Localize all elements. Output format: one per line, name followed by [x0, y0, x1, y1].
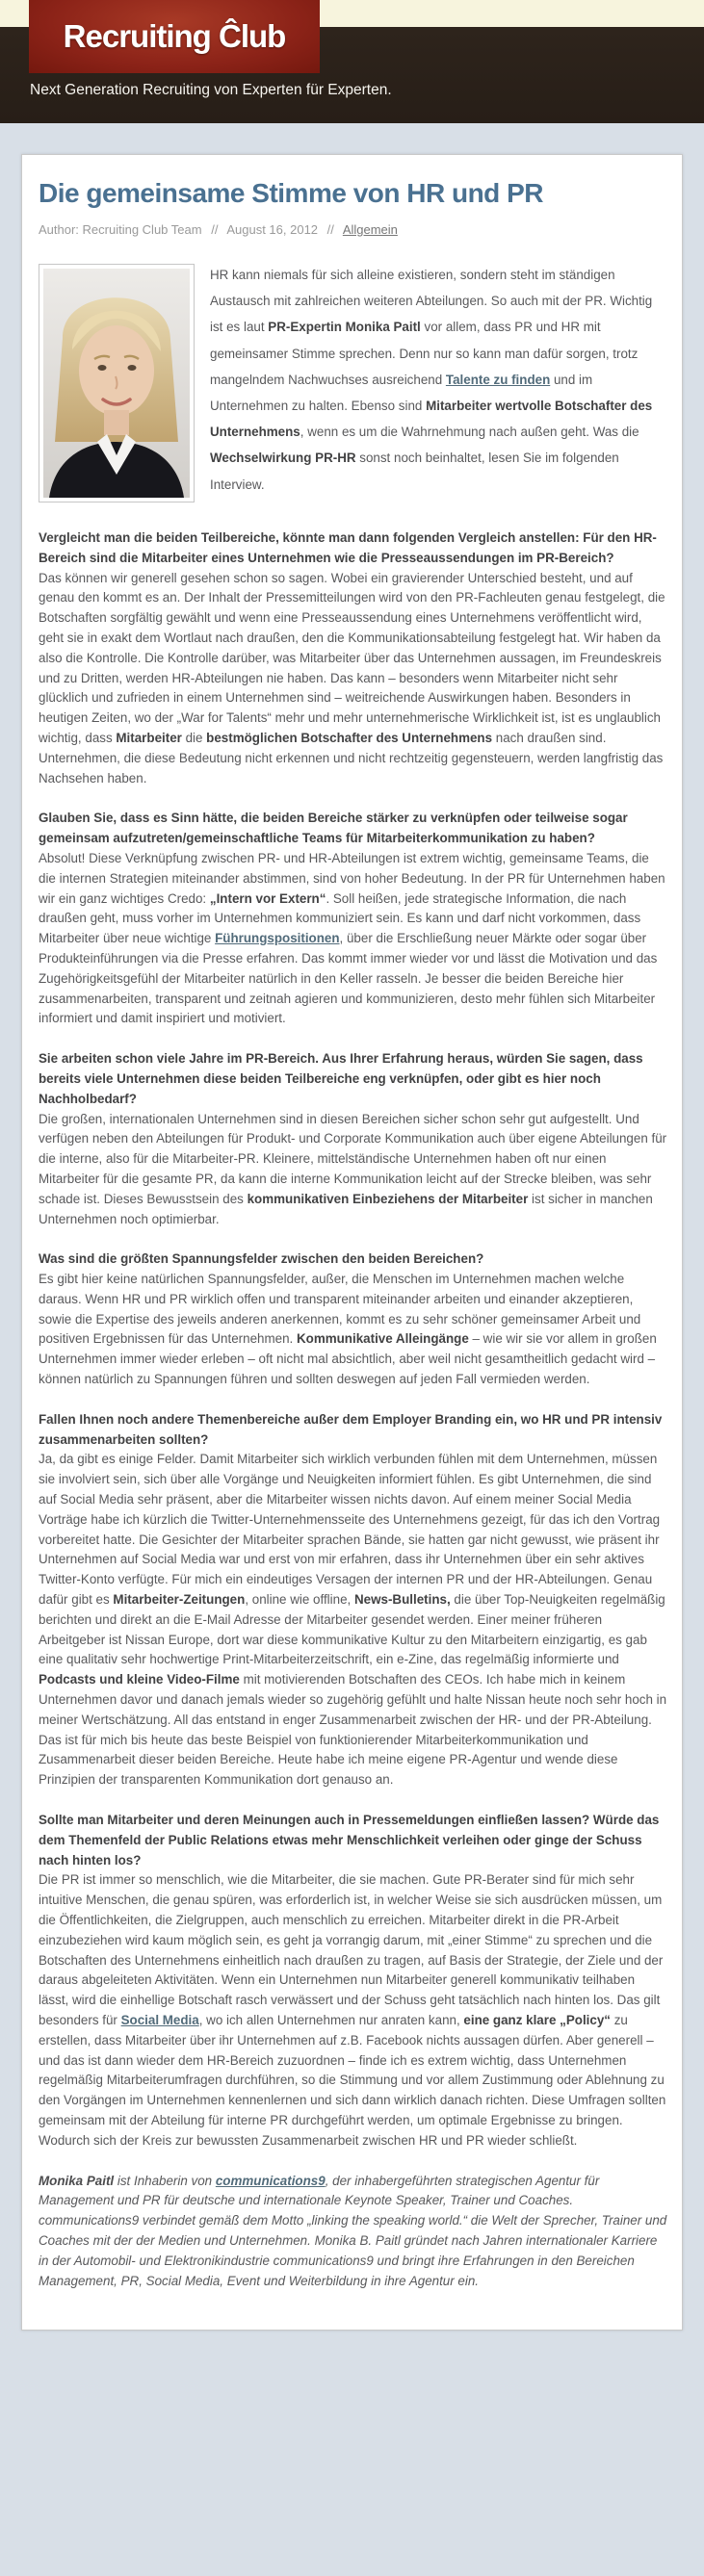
text-run: HR kann niemals für sich alleine existieren, sondern steht im ständigen Austausch mit zahlreichen weiteren Abteilungen. So auch mit der PR. Wichtig ist es laut [210, 268, 653, 335]
site-logo[interactable] [29, 0, 320, 73]
post-meta [39, 222, 668, 237]
category-link[interactable]: Allgemein [342, 222, 398, 237]
text-run: Fallen Ihnen noch andere Themenbereiche außer dem Employer Branding ein, wo HR und PR intensiv zusammenarbeiten sollten? [39, 1411, 663, 1447]
text-run: Sollte man Mitarbeiter und deren Meinungen auch in Pressemeldungen einfließen lassen? Würde das dem Themenfeld der Public Relations etwas mehr Menschlichkeit verleihen oder ginge der Schuss nach hinten los? [39, 1813, 660, 1868]
text-run: die über Top-Neuigkeiten regelmäßig berichten und direkt an die E-Mail Adresse der Mitarbeiter gesendet werden. Einer meiner früheren Arbeitgeber ist Nissan Europe, dort war diese kommunikative Kultur zu den Mitarbeitern einzigartig, es gab eine qualitativ sehr hochwertige Print-Mitarbeiterzeitschrift, ein e-Zine, das regelmäßig informierte und [39, 1592, 665, 1667]
interview-answer [39, 1450, 668, 1790]
interview-question [39, 528, 668, 569]
text-run: – wie wir sie vor allem in großen Unternehmen immer wieder erleben – oft nicht mal absichtlich, aber weil nicht gesamtheitlich gedacht wird – können natürlich zu Spannungen führen und sollten deswegen auf jeden Fall vermieden werden. [39, 1331, 657, 1387]
text-run: mit motivierenden Botschaften des CEOs. Ich habe mich in keinem Unternehmen davor und danach jemals wieder so zugehörig gefühlt und halte Nissan heute noch sehr hoch in meiner Wertschätzung. All das entstand in enger Zusammenarbeit zwischen der HR- und der PR-Abteilung. Das ist für mich bis heute das beste Beispiel von funktionierender Mitarbeiterkommunikation und Zusammenarbeit dieser beiden Bereiche. Heute habe ich meine eigene PR-Agentur und wende diese Prinzipien der transparenten Kommunikation dort genauso an. [39, 1672, 667, 1788]
inline-link[interactable]: Social Media [120, 2012, 199, 2027]
text-run: sonst noch beinhaltet, lesen Sie im folgenden Interview. [210, 451, 619, 492]
text-run: Ja, da gibt es einige Felder. Damit Mitarbeiter sich wirklich verbunden fühlen mit dem Unternehmen, müssen sie involviert sein, sich über alle Vorgänge und Neuigkeiten informiert fühlen. Es gibt Unternehmen, die sind auf Social Media sehr präsent, aber die Mitarbeiter wissen nichts davon. Auf einem meiner Social Media Vorträge habe ich kürzlich die Twitter-Unternehmensseite des Unternehmens gezeigt, für das ich den Vortrag vorbereitet hatte. Die Gesichter der Mitarbeiter sprachen Bände, sie hatten gar nicht gewusst, wie präsent ihr Unternehmen auf Social Media war und erst von mir erfahren, dass ihr Unternehmen über ein sehr aktives Twitter-Konto verfügte. Für mich ein eindeutiges Versagen der internen PR und der HR-Abteilungen. Genau dafür gibt es [39, 1452, 661, 1608]
bold-text: PR-Expertin Monika Paitl [268, 320, 421, 335]
interview-question [39, 1811, 668, 1870]
interview-answer [39, 849, 668, 1029]
bold-text: bestmöglichen Botschafter des Unternehmens [206, 730, 493, 745]
text-run: Das können wir generell gesehen schon so sagen. Wobei ein gravierender Unterschied besteht, und auf genau den kommt es an. Der Inhalt der Pressemitteilungen wird von den PR-Fachleuten genau festgelegt, die Botschaften sorgfältig gewählt und wenn eine Presseaussendung eines Unternehmens veröffentlicht wird, geht sie in exakt dem Wortlaut nach draußen, den die Kommunikationsabteilung festgelegt hat. Wir haben da also die Kontrolle. Die Kontrolle darüber, was Mitarbeiter über das Unternehmen aussagen, im Freundeskreis und zu Dritten, werden HR-Abteilungen nie haben. Das kann – besonders wenn Mitarbeiter nicht sehr glücklich und zufrieden in einem Unternehmen sind – weitreichende Auswirkungen haben. Besonders in heutigen Zeiten, wo der „War for Talents“ mehr und mehr unternehmerische Wirklichkeit ist, ist es unglaublich wichtig, dass [39, 570, 665, 745]
interview-question [39, 809, 668, 849]
text-run: ist sicher in manchen Unternehmen noch optimierbar. [39, 1191, 653, 1226]
text-run: ist Inhaberin von [114, 2173, 216, 2188]
site-tagline: Next Generation Recruiting von Experten für Experten. [30, 82, 392, 98]
interview-question [39, 1410, 668, 1451]
meta-date: August 16, 2012 [226, 222, 319, 237]
text-run: Sie arbeiten schon viele Jahre im PR-Bereich. Aus Ihrer Erfahrung heraus, würden Sie sagen, dass bereits viele Unternehmen diese beiden Teilbereiche eng verknüpfen, oder gibt es hier noch Nachholbedarf? [39, 1051, 643, 1106]
interview-question [39, 1249, 668, 1270]
bold-text: Kommunikative Alleingänge [296, 1331, 469, 1347]
interview-answer [39, 1110, 668, 1230]
page-title: Die gemeinsame Stimme von HR und PR [39, 178, 543, 208]
author-photo [39, 264, 195, 502]
text-run: die [181, 730, 207, 745]
bold-text: „Intern vor Extern“ [209, 890, 326, 906]
bold-text: kommunikativen Einbeziehens der Mitarbeiter [247, 1191, 529, 1206]
site-header [0, 18, 704, 123]
intro-section [39, 262, 668, 508]
text-run: , online wie offline, [245, 1592, 354, 1608]
portrait-image [43, 269, 190, 498]
bold-text: eine ganz klare „Policy“ [463, 2012, 611, 2027]
meta-author: Author: Recruiting Club Team [39, 222, 202, 237]
text-run: Die großen, internationalen Unternehmen sind in diesen Bereichen sicher schon sehr gut aufgestellt. Und verfügen neben den Abteilungen für Produkt- und Corporate Kommunikation auch über eigene Abteilungen für die interne, also für die Mitarbeiter-PR. Kleinere, mittelständische Unternehmen haben oft nur einen Mitarbeiter für die gesamte PR, da kann die interne Kommunikation leicht auf der Strecke bleiben, was sehr schade ist. Dieses Bewusstsein des [39, 1111, 667, 1206]
text-run: und im Unternehmen zu halten. Ebenso sind [210, 372, 593, 414]
text-run: , über die Erschließung neuer Märkte oder sogar über Produkteinführungen via die Presse erfahren. Das kommt immer wieder vor und lässt die Motivation und das Zugehörigkeitsgefühl der Mitarbeiter natürlich in den Keller rasseln. Je besser die beiden Bereiche hier zusammenarbeiten, transparent und zeitnah agieren und kommunizieren, desto mehr fühlen sich Mitarbeiter informiert und damit inspiriert und motiviert. [39, 931, 658, 1026]
text-run: , wenn es um die Wahrnehmung nach außen geht. Was die [300, 425, 639, 440]
bold-text: Mitarbeiter [116, 730, 182, 745]
bold-text: News-Bulletins, [353, 1592, 451, 1608]
article-blocks [39, 528, 668, 2291]
interview-question [39, 1049, 668, 1109]
interview-answer [39, 1870, 668, 2151]
bold-text: Mitarbeiter wertvolle Botschafter des Unternehmens [210, 399, 653, 440]
interview-answer [39, 1270, 668, 1390]
bold-text: Wechselwirkung PR-HR [210, 451, 356, 466]
interview-answer [39, 569, 668, 789]
content-area [0, 123, 704, 2331]
text-run: Die PR ist immer so menschlich, wie die Mitarbeiter, die sie machen. Gute PR-Berater sind für mich sehr intuitive Menschen, die genau spüren, was erforderlich ist, in welcher Weise sie sich ausdrücken müssen, um die Öffentlichkeiten, die Zielgruppen, auch menschlich zu erreichen. Mitarbeiter direkt in die PR-Arbeit einzubeziehen wird kaum möglich sein, es geht ja vorrangig darum, mit „einer Stimme“ zu sprechen und die Botschaften des Unternehmens einheitlich nach draußen zu tragen, auf Basis der Strategie, der Ziele und der daraus abgeleiteten Aktivitäten. Wenn ein Unternehmen nun Mitarbeiter generell kommunikativ teilhaben lässt, wird die einhellige Botschaft rasch verwässert und der Schuss geht tatsächlich nach hinten los. Das gilt besonders für [39, 1872, 664, 2027]
bold-text: Monika Paitl [39, 2173, 115, 2188]
text-run: Es gibt hier keine natürlichen Spannungsfelder, außer, die Menschen im Unternehmen machen welche daraus. Wenn HR und PR wirklich offen und transparent miteinander arbeiten und einander akzeptieren, sowie die Expertise des jeweils anderen anerkennen, kommt es zu sehr schöner gemeinsamer Arbeit und positiven Ergebnissen für das Unternehmen. [39, 1272, 641, 1347]
inline-link[interactable]: Talente zu finden [445, 372, 551, 387]
meta-separator: // [326, 222, 334, 237]
text-run: . Soll heißen, jede strategische Information, die nach draußen geht, muss vorher im Unternehmen kommuniziert sein. Es kann und darf nicht vorkommen, dass Mitarbeiter über neue wichtige [39, 890, 641, 946]
author-bio [39, 2172, 668, 2292]
text-run: Glauben Sie, dass es Sinn hätte, die beiden Bereiche stärker zu verknüpfen oder teilweise sogar gemeinsam aufzutreten/gemeinschaftliche Teams für Mitarbeiterkommunikation zu haben? [39, 811, 628, 846]
text-run: vor allem, dass PR und HR mit gemeinsamer Stimme sprechen. Denn nur so kann man dafür sorgen, trotz mangelndem Nachwuchses ausreichend [210, 320, 639, 387]
article-card [21, 154, 683, 2331]
text-run: , wo ich allen Unternehmen nur anraten kann, [198, 2012, 464, 2027]
text-run: Vergleicht man die beiden Teilbereiche, könnte man dann folgenden Vergleich anstellen: Für den HR-Bereich sind die Mitarbeiter eines Unternehmen wie die Presseaussendungen im PR-Bereich? [39, 530, 657, 565]
logo-text: Recruiting Ĉlub [63, 18, 286, 54]
meta-separator: // [211, 222, 219, 237]
text-run: zu erstellen, dass Mitarbeiter über ihr Unternehmen auf z.B. Facebook nichts aussagen dürfen. Aber generell – und das ist dann wieder dem HR-Bereich zuzuordnen – finde ich es extrem wichtig, dass Unternehmen regelmäßig Mitarbeiterumfragen durchführen, so die Stimmung und vor allem Zustimmung oder Ablehnung zu den Vorgängen im Unternehmen kennenlernen und sich dann wirklich danach richten. Diese Umfragen sollten gemeinsam mit der Abteilung für interne PR durchgeführt werden, um optimale Ergebnisse zu bringen. Wodurch sich der Kreis zur bewussten Zusammenarbeit zwischen HR und PR wieder schließt. [39, 2012, 666, 2148]
text-run: Was sind die größten Spannungsfelder zwischen den beiden Bereichen? [39, 1251, 484, 1267]
text-run: Absolut! Diese Verknüpfung zwischen PR- und HR-Abteilungen ist extrem wichtig, gemeinsame Teams, die die internen Strategien miteinander abstimmen, sind von hoher Bedeutung. In der PR für Unternehmen haben wir ein ganz wichtiges Credo: [39, 850, 665, 906]
text-run: , der inhabergeführten strategischen Agentur für Management und PR für deutsche und internationale Keynote Speaker, Trainer und Coaches. communications9 verbindet gemäß dem Motto „linking the speaking world.“ die Welt der Sprecher, Trainer und Coaches mit der der Medien und Unternehmen. Monika B. Paitl gründet nach Jahren internationaler Karriere in der Automobil- und Elektronikindustrie communications9 und bringt ihre Erfahrungen in den Bereichen Management, PR, Social Media, Event und Weiterbildung in ihre Agentur ein. [39, 2173, 667, 2288]
bold-text: Podcasts und kleine Video-Filme [39, 1672, 240, 1687]
text-run: nach draußen sind. Unternehmen, die diese Bedeutung nicht erkennen und nicht rechtzeitig gegensteuern, werden langfristig das Nachsehen haben. [39, 730, 664, 786]
inline-link[interactable]: Führungspositionen [215, 931, 340, 946]
bold-text: Mitarbeiter-Zeitungen [113, 1592, 246, 1608]
inline-link[interactable]: communications9 [215, 2173, 326, 2188]
